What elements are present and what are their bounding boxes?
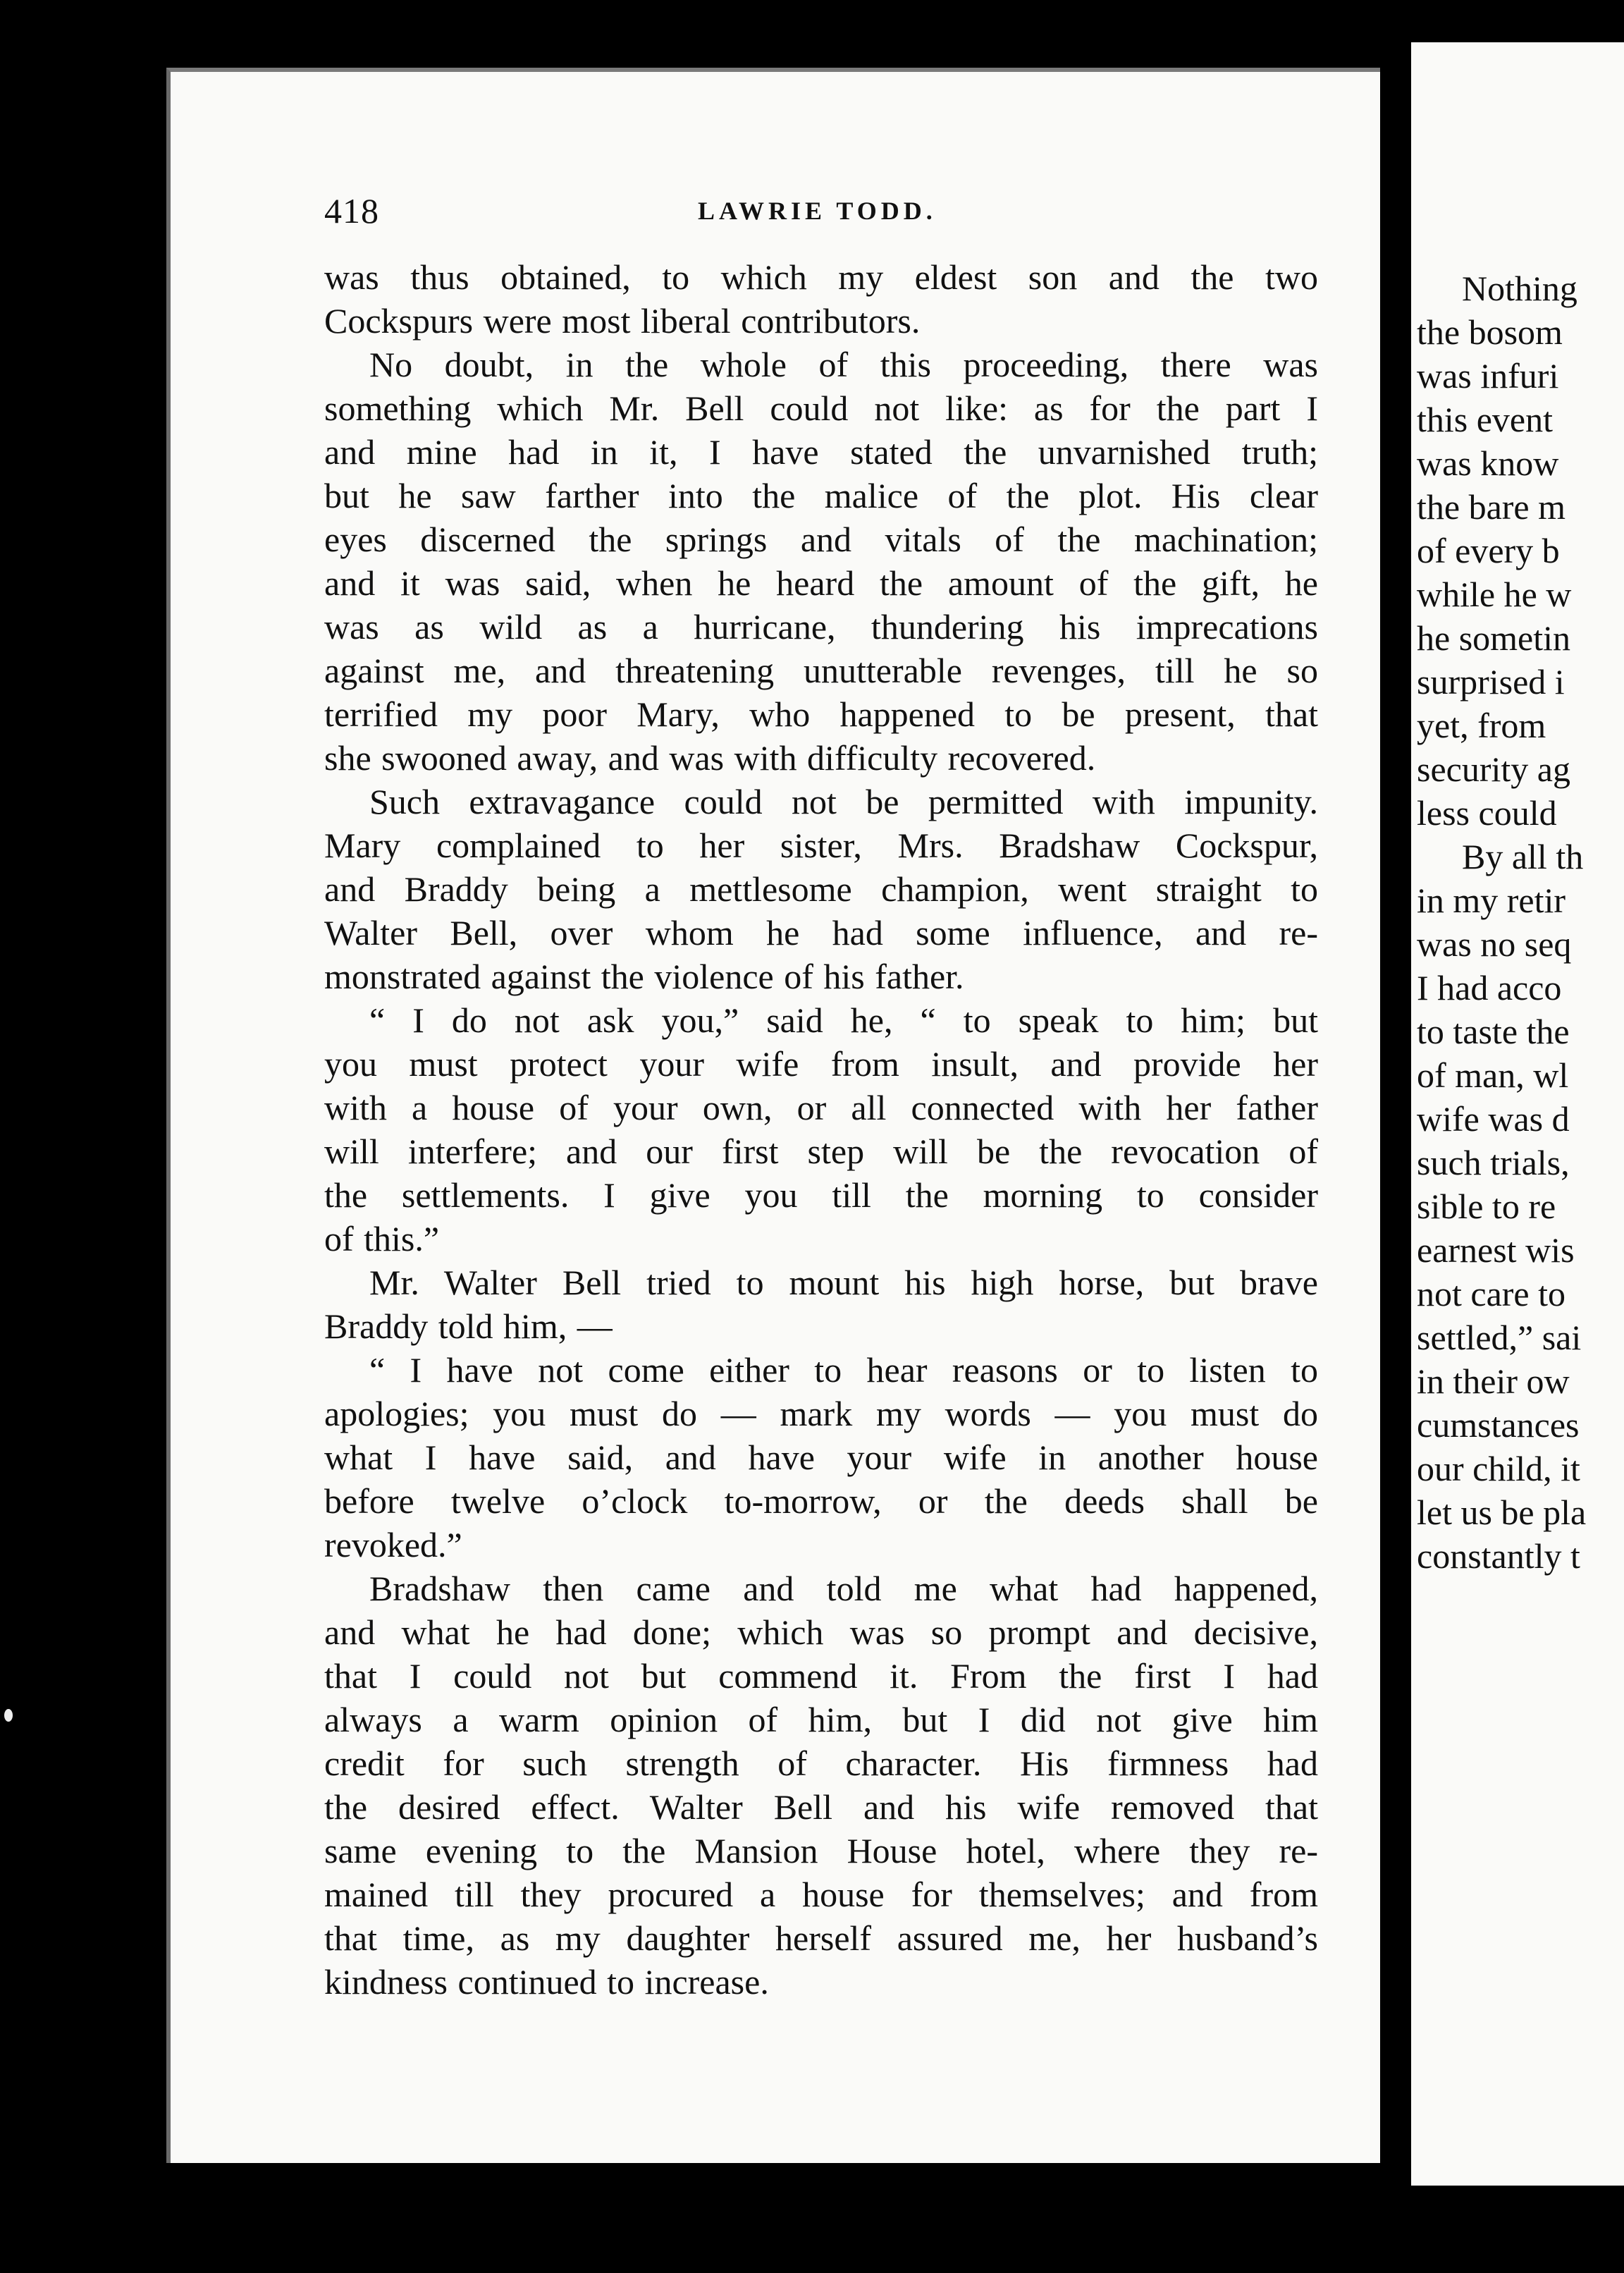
text-line: was as wild as a hurricane, thundering his imprecations [324,607,1318,647]
text-line: No doubt, in the whole of this proceeding, there was [369,345,1318,384]
right-text-line: Nothing [1462,269,1577,308]
right-text-line: he sometin [1417,618,1571,658]
right-text-line: this event [1417,400,1554,439]
text-line: credit for such strength of character. His firmness had [324,1744,1318,1783]
text-line: and mine had in it, I have stated the unvarnished truth; [324,432,1318,472]
text-line: with a house of your own, or all connected with her father [324,1088,1318,1127]
text-line: what I have said, and have your wife in another house [324,1438,1318,1477]
text-line: of this.” [324,1219,440,1258]
right-page [1411,42,1624,2186]
right-text-line: By all th [1462,837,1584,876]
text-line: Cockspurs were most liberal contributors. [324,301,921,341]
text-line: Such extravagance could not be permitted with impunity. [369,782,1318,821]
text-line: Braddy told him, — [324,1306,613,1346]
right-text-line: the bosom [1417,312,1563,352]
text-line: and it was said, when he heard the amount of the gift, he [324,563,1318,603]
text-line: “ I do not ask you,” said he, “ to speak to him; but [369,1000,1318,1040]
left-page-text [324,255,1318,2004]
text-line: but he saw farther into the malice of the plot. His clear [324,476,1318,515]
right-text-line: surprised i [1417,662,1565,701]
right-text-line: to taste the [1417,1012,1570,1051]
text-line: something which Mr. Bell could not like: as for the part I [324,388,1318,428]
right-text-line: in my retir [1417,881,1566,920]
right-text-line: of every b [1417,531,1560,570]
running-title: LAWRIE TODD. [698,197,937,225]
text-line: she swooned away, and was with difficulty recovered. [324,738,1096,778]
text-line: eyes discerned the springs and vitals of the machination; [324,520,1318,559]
text-line: Mary complained to her sister, Mrs. Bradshaw Cockspur, [324,826,1318,865]
right-text-line: was no seq [1417,924,1572,964]
scan-speck [4,1709,13,1722]
text-line: always a warm opinion of him, but I did not give him [324,1700,1318,1739]
right-text-line: settled,” sai [1417,1318,1582,1357]
text-line: the desired effect. Walter Bell and his wife removed that [324,1787,1318,1827]
right-text-line: of man, wl [1417,1055,1569,1095]
right-text-line: constantly t [1417,1536,1580,1576]
text-line: Mr. Walter Bell tried to mount his high horse, but brave [369,1263,1318,1302]
text-line: against me, and threatening unutterable revenges, till he so [324,651,1318,690]
text-line: before twelve o’clock to-morrow, or the deeds shall be [324,1481,1318,1521]
text-line: same evening to the Mansion House hotel, where they re- [324,1831,1318,1870]
text-line: the settlements. I give you till the morning to consider [324,1175,1318,1215]
right-text-line: while he w [1417,575,1572,614]
text-line: that I could not but commend it. From the first I had [324,1656,1318,1696]
text-line: will interfere; and our first step will be the revocation of [324,1132,1318,1171]
right-text-line: wife was d [1417,1099,1570,1139]
text-line: was thus obtained, to which my eldest son and the two [324,257,1318,297]
right-text-line: yet, from [1417,706,1546,745]
text-line: revoked.” [324,1525,462,1564]
text-line: and Braddy being a mettlesome champion, went straight to [324,869,1318,909]
right-text-line: earnest wis [1417,1230,1575,1270]
text-line: “ I have not come either to hear reasons or to listen to [369,1350,1318,1390]
right-text-line: not care to [1417,1274,1566,1313]
text-line: and what he had done; which was so prompt and decisive, [324,1612,1318,1652]
right-text-line: our child, it [1417,1449,1580,1488]
right-text-line: the bare m [1417,487,1566,527]
right-text-line: let us be pla [1417,1493,1587,1532]
right-text-line: was infuri [1417,356,1559,396]
text-line: Walter Bell, over whom he had some influence, and re- [324,913,1318,952]
running-head [324,190,1325,240]
right-page-text [1417,266,1624,1578]
text-line: mained till they procured a house for themselves; and from [324,1875,1318,1914]
right-text-line: sible to re [1417,1187,1556,1226]
right-text-line: was know [1417,443,1559,483]
text-line: terrified my poor Mary, who happened to be present, that [324,694,1318,734]
text-line: apologies; you must do — mark my words — you must do [324,1394,1318,1433]
right-text-line: such trials, [1417,1143,1570,1182]
right-text-line: less could [1417,793,1557,833]
right-text-line: I had acco [1417,968,1562,1007]
page-number: 418 [324,191,379,231]
text-line: Bradshaw then came and told me what had happened, [369,1569,1318,1608]
right-text-line: in their ow [1417,1361,1570,1401]
right-text-line: cumstances [1417,1405,1580,1445]
text-line: monstrated against the violence of his father. [324,957,964,996]
book-gutter [1380,42,1411,2228]
text-line: that time, as my daughter herself assured me, her husband’s [324,1918,1318,1958]
text-line: you must protect your wife from insult, and provide her [324,1044,1318,1084]
right-text-line: security ag [1417,749,1570,789]
text-line: kindness continued to increase. [324,1962,769,2002]
